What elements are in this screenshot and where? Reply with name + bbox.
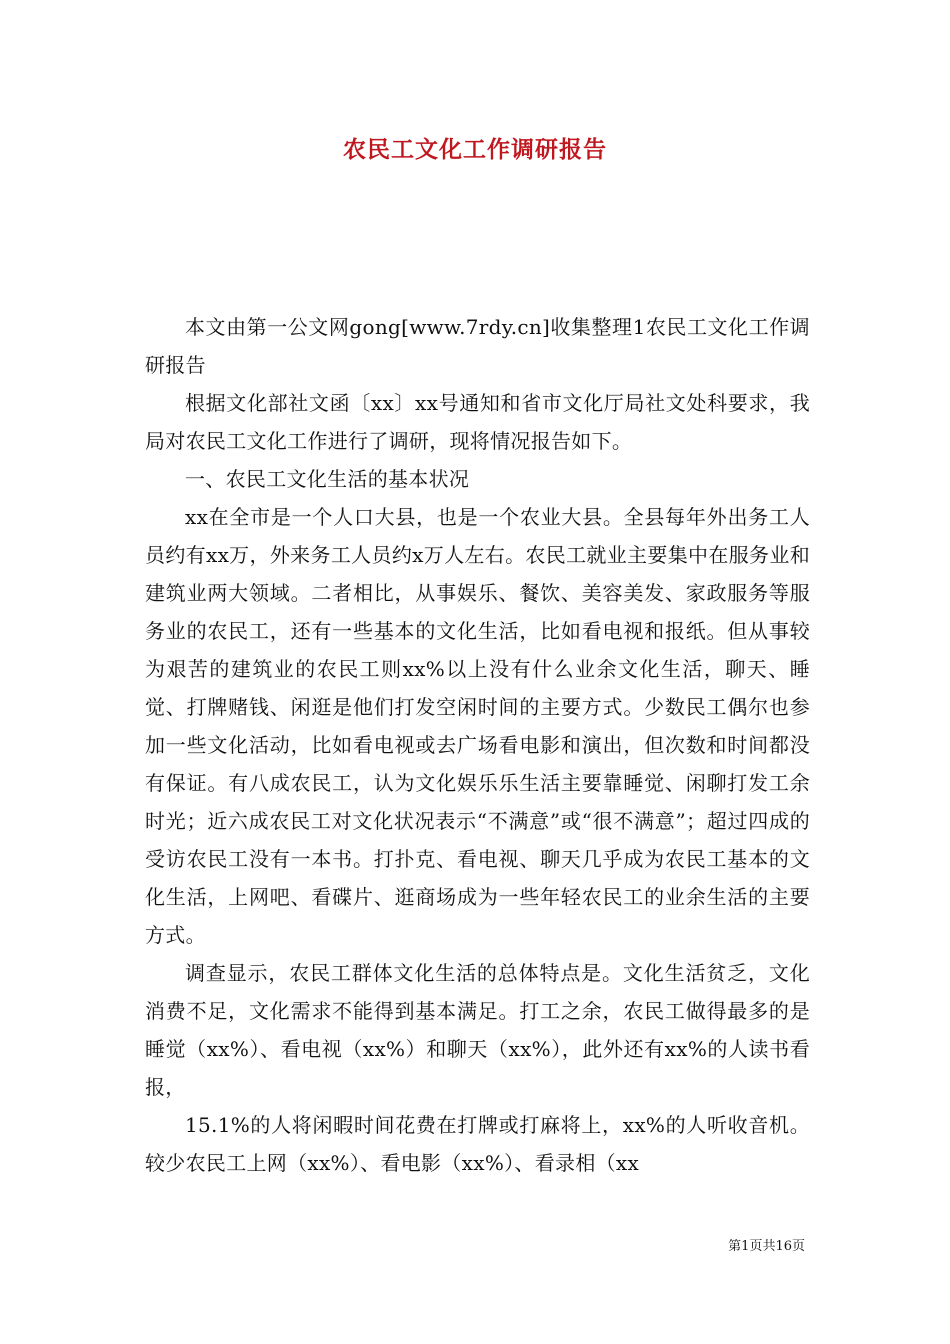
paragraph-intro: 根据文化部社文函〔xx〕xx号通知和省市文化厅局社文处科要求，我局对农民工文化工作进行了调研，现将情况报告如下。 (145, 391, 810, 453)
document-title: 农民工文化工作调研报告 (343, 136, 607, 163)
paragraph-source-note: 本文由第一公文网gong[www.7rdy.cn]收集整理1农民工文化工作调研报告 (145, 315, 810, 377)
paragraph-status: xx在全市是一个人口大县，也是一个农业大县。全县每年外出务工人员约有xx万，外来务工人员约x万人左右。农民工就业主要集中在服务业和建筑业两大领域。二者相比，从事娱乐、餐饮、美容美发、家政服务等服务业的农民工，还有一些基本的文化生活，比如看电视和报纸。但从事较为艰苦的建筑业的农民工则xx%以上没有什么业余文化生活，聊天、睡觉、打牌赌钱、闲逛是他们打发空闲时间的主要方式。少数民工偶尔也参加一些文化活动，比如看电视或去广场看电影和演出，但次数和时间都没有保证。有八成农民工，认为文化娱乐乐生活主要靠睡觉、闲聊打发工余时光；近六成农民工对文化状况表示“不满意”或“很不满意”；超过四成的受访农民工没有一本书。打扑克、看电视、聊天几乎成为农民工基本的文化生活，上网吧、看碟片、逛商场成为一些年轻农民工的业余生活的主要方式。 (145, 505, 810, 947)
section-heading-1: 一、农民工文化生活的基本状况 (185, 467, 470, 491)
document-body (145, 308, 810, 1182)
paragraph-leisure: 15.1%的人将闲暇时间花费在打牌或打麻将上，xx%的人听收音机。较少农民工上网（xx%）、看电影（xx%）、看录相（xx (145, 1113, 810, 1175)
paragraph-survey: 调查显示，农民工群体文化生活的总体特点是。文化生活贫乏，文化消费不足，文化需求不能得到基本满足。打工之余，农民工做得最多的是睡觉（xx%）、看电视（xx%）和聊天（xx%），此外还有xx%的人读书看报， (145, 961, 810, 1099)
page-number: 第1页共16页 (728, 1239, 805, 1254)
